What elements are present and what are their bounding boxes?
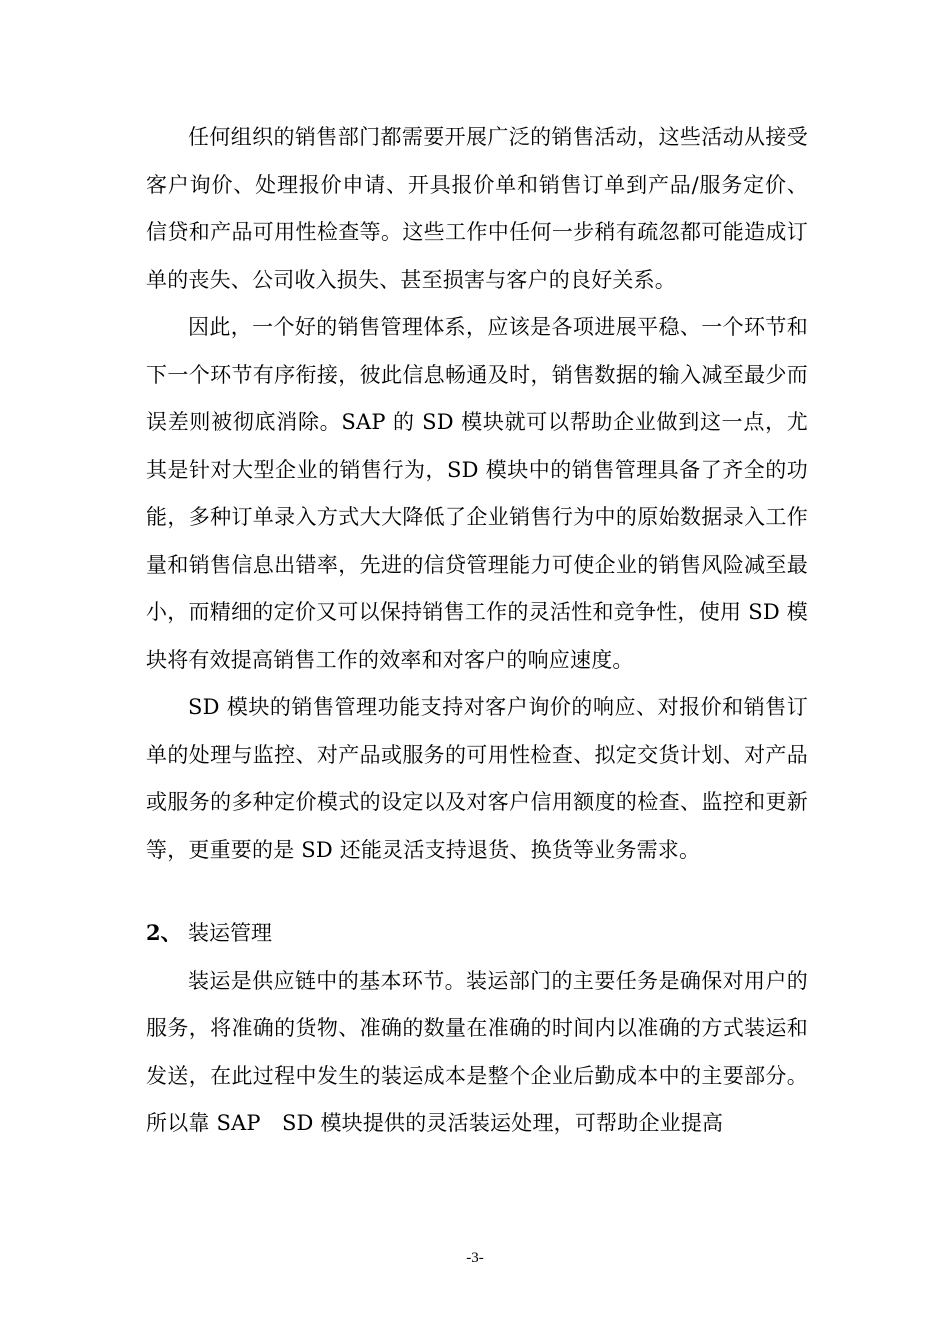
section-heading-shipping xyxy=(146,909,808,958)
page-content xyxy=(146,114,808,1148)
paragraph-sales-management-system: 因此，一个好的销售管理体系，应该是各项进展平稳、一个环节和下一个环节有序衔接，彼此信息畅通及时，销售数据的输入减至最少而误差则被彻底消除。SAP 的 SD 模块就可以帮助企业做到这一点，尤其是针对大型企业的销售行为，SD 模块中的销售管理具备了齐全的功能，多种订单录入方式大大降低了企业销售行为中的原始数据录入工作量和销售信息出错率，先进的信贷管理能力可使企业的销售风险减至最小，而精细的定价又可以保持销售工作的灵活性和竞争性，使用 SD 模块将有效提高销售工作的效率和对客户的响应速度。 xyxy=(146,315,808,672)
paragraph-sd-module-functions: SD 模块的销售管理功能支持对客户询价的响应、对报价和销售订单的处理与监控、对产品或服务的可用性检查、拟定交货计划、对产品或服务的多种定价模式的设定以及对客户信用额度的检查、监控和更新等，更重要的是 SD 还能灵活支持退货、换货等业务需求。 xyxy=(146,695,808,862)
section-number: 2、 xyxy=(146,920,182,945)
paragraph-shipping-management: 装运是供应链中的基本环节。装运部门的主要任务是确保对用户的服务，将准确的货物、准确的数量在准确的时间内以准确的方式装运和发送，在此过程中发生的装运成本是整个企业后勤成本中的主要部分。所以靠 SAP SD 模块提供的灵活装运处理，可帮助企业提高 xyxy=(146,968,808,1135)
page-number: -3- xyxy=(466,1250,484,1266)
paragraph-sales-activities: 任何组织的销售部门都需要开展广泛的销售活动，这些活动从接受客户询价、处理报价申请、开具报价单和销售订单到产品/服务定价、信贷和产品可用性检查等。这些工作中任何一步稍有疏忽都可能造成订单的丧失、公司收入损失、甚至损害与客户的良好关系。 xyxy=(146,125,808,292)
section-title: 装运管理 xyxy=(188,921,272,945)
